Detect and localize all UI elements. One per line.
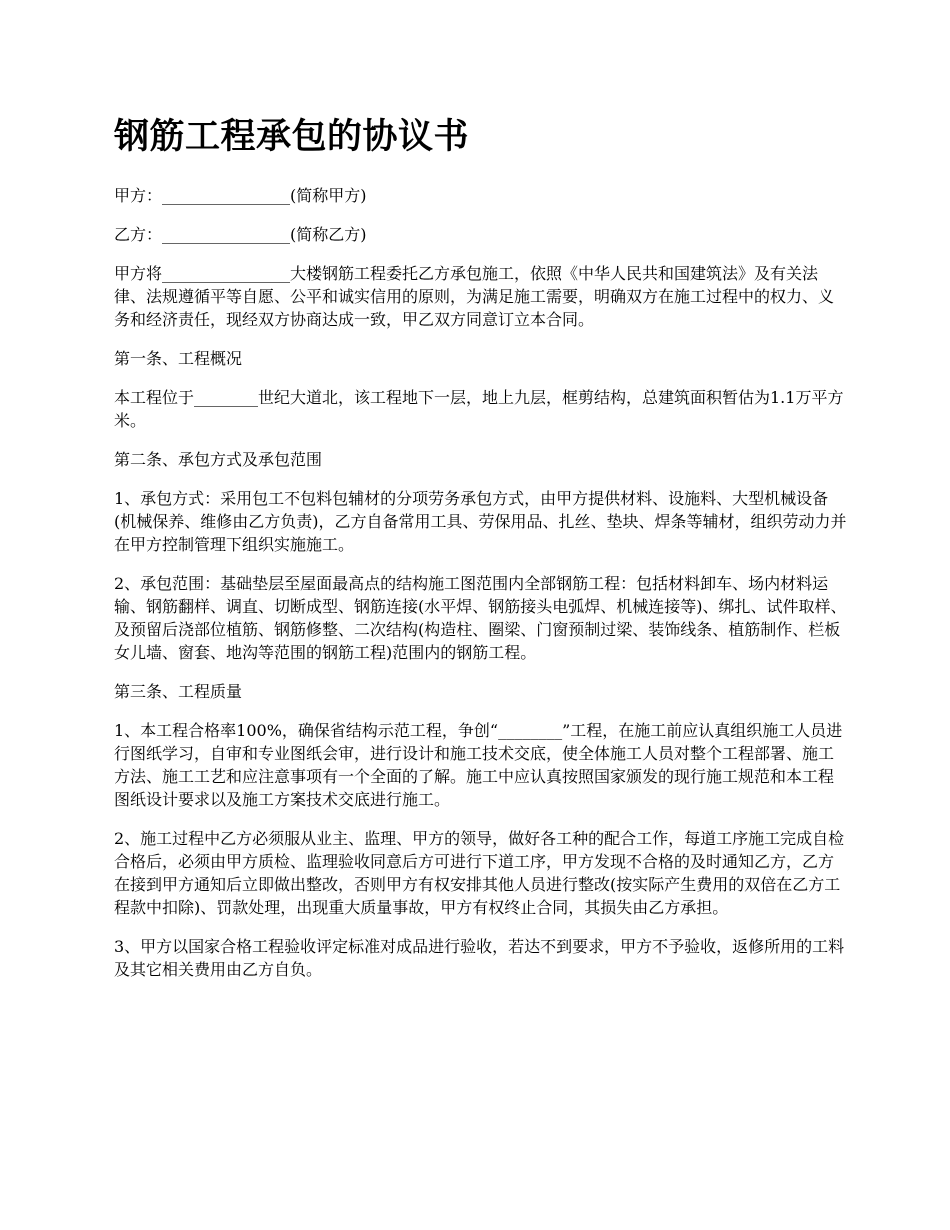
article-3-clause-2: 2、施工过程中乙方必须服从业主、监理、甲方的领导，做好各工种的配合工作，每道工序施工完成自检合格后，必须由甲方质检、监理验收同意后方可进行下道工序，甲方发现不合格的及时通知乙方，乙方在接到甲方通知后立即做出整改，否则甲方有权安排其他人员进行整改(按实际产生费用的双倍在乙方工程款中扣除)、罚款处理，出现重大质量事故，甲方有权终止合同，其损失由乙方承担。 xyxy=(114,829,845,917)
party-b-line: 乙方：________________(简称乙方) xyxy=(114,225,367,244)
article-2-clause-2: 2、承包范围：基础垫层至屋面最高点的结构施工图范围内全部钢筋工程：包括材料卸车、场内材料运输、钢筋翻样、调直、切断成型、钢筋连接(水平焊、钢筋接头电弧焊、机械连接等)、绑扎、试件取样、及预留后浇部位植筋、钢筋修整、二次结构(构造柱、圈梁、门窗预制过梁、装饰线条、植筋制作、栏板女儿墙、窗套、地沟等范围的钢筋工程)范围内的钢筋工程。 xyxy=(114,574,847,662)
document-page xyxy=(114,112,849,997)
article-2-heading: 第二条、承包方式及承包范围 xyxy=(114,450,323,469)
article-3-clause-3: 3、甲方以国家合格工程验收评定标准对成品进行验收，若达不到要求，甲方不予验收，返修所用的工料及其它相关费用由乙方自负。 xyxy=(114,937,845,979)
article-1-body: 本工程位于________世纪大道北，该工程地下一层，地上九层，框剪结构，总建筑面积暂估为1.1万平方米。 xyxy=(114,388,844,430)
article-1-heading: 第一条、工程概况 xyxy=(114,349,243,368)
preamble-paragraph: 甲方将________________大楼钢筋工程委托乙方承包施工，依照《中华人民共和国建筑法》及有关法律、法规遵循平等自愿、公平和诚实信用的原则，为满足施工需要，明确双方在施工过程中的权力、义务和经济责任，现经双方协商达成一致，甲乙双方同意订立本合同。 xyxy=(114,264,835,329)
article-3-heading: 第三条、工程质量 xyxy=(114,682,243,701)
article-2-clause-1: 1、承包方式：采用包工不包料包辅材的分项劳务承包方式，由甲方提供材料、设施料、大型机械设备(机械保养、维修由乙方负责)，乙方自备常用工具、劳保用品、扎丝、垫块、焊条等辅材，组织劳动力并在甲方控制管理下组织实施施工。 xyxy=(114,489,847,554)
article-3-clause-1: 1、本工程合格率100%，确保省结构示范工程，争创“________”工程，在施工前应认真组织施工人员进行图纸学习，自审和专业图纸会审，进行设计和施工技术交底，使全体施工人员对整个工程部署、施工方法、施工工艺和应注意事项有一个全面的了解。施工中应认真按照国家颁发的现行施工规范和本工程图纸设计要求以及施工方案技术交底进行施工。 xyxy=(114,721,843,809)
party-a-line: 甲方：________________(简称甲方) xyxy=(114,186,367,205)
document-title: 钢筋工程承包的协议书 xyxy=(114,117,470,157)
